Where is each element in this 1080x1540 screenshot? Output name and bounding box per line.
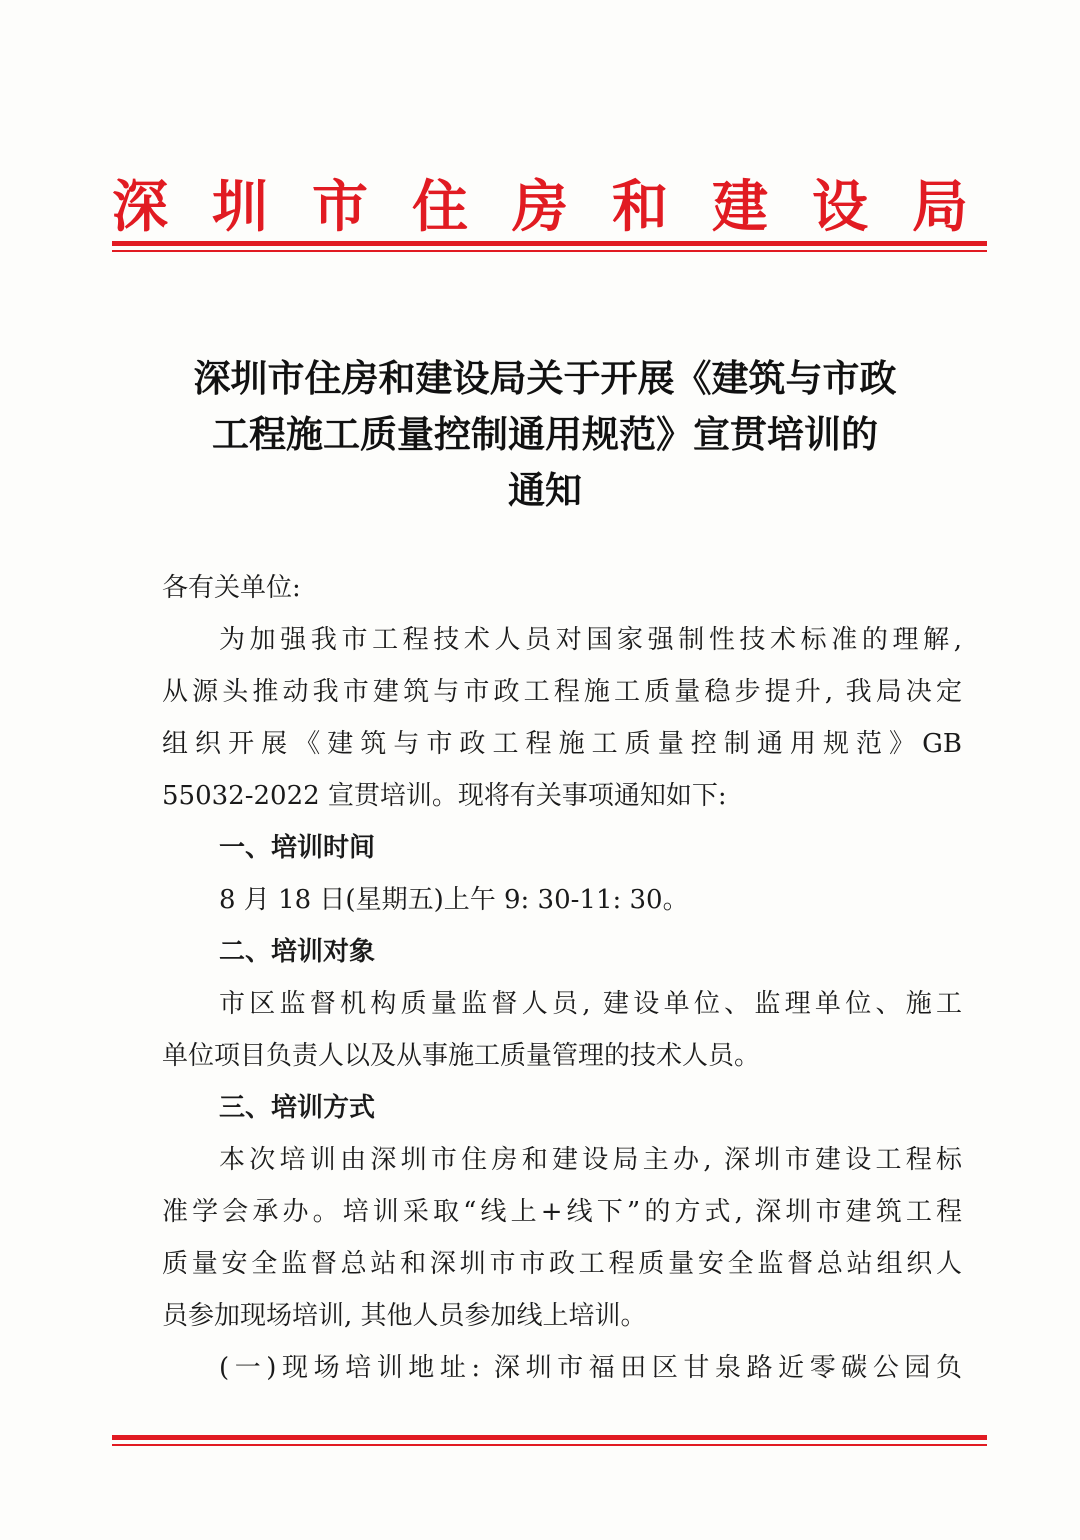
paragraph-line: 本次培训由深圳市住房和建设局主办, 深圳市建设工程标	[219, 1145, 962, 1175]
issuing-organization-header	[112, 168, 968, 238]
document-body	[162, 614, 962, 1394]
title-line: 通知	[508, 468, 582, 512]
title-line: 工程施工质量控制通用规范》宣贯培训的	[212, 412, 878, 456]
paragraph-line: 为加强我市工程技术人员对国家强制性技术标准的理解,	[219, 625, 962, 655]
section-heading: 二、培训对象	[219, 937, 376, 967]
title-line: 深圳市住房和建设局关于开展《建筑与市政	[193, 356, 897, 400]
document-title	[150, 350, 940, 518]
paragraph-line: 从源头推动我市建筑与市政工程施工质量稳步提升, 我局决定	[162, 677, 962, 707]
footer-divider-thin	[112, 1444, 987, 1446]
org-char: 圳	[212, 174, 268, 240]
salutation: 各有关单位:	[162, 573, 301, 603]
org-char: 市	[312, 174, 368, 240]
section-heading: 一、培训时间	[219, 833, 376, 863]
section-heading: 三、培训方式	[219, 1093, 376, 1123]
org-char: 住	[412, 174, 468, 240]
org-char: 房	[512, 174, 568, 240]
header-divider-thin	[112, 250, 987, 252]
paragraph-line: 单位项目负责人以及从事施工质量管理的技术人员。	[162, 1041, 761, 1071]
footer-divider-thick	[112, 1435, 987, 1440]
header-divider-thick	[112, 241, 987, 246]
paragraph-line: 市区监督机构质量监督人员, 建设单位、监理单位、施工	[219, 989, 962, 1019]
org-char: 深	[112, 174, 168, 240]
org-char: 设	[812, 174, 868, 240]
paragraph-line: 8 月 18 日(星期五)上午 9: 30-11: 30。	[219, 885, 689, 915]
org-char: 和	[612, 174, 668, 240]
paragraph-line: 55032-2022 宣贯培训。现将有关事项通知如下:	[162, 781, 727, 811]
org-char: 建	[712, 174, 768, 240]
paragraph-line: 质量安全监督总站和深圳市市政工程质量安全监督总站组织人	[162, 1249, 962, 1279]
paragraph-line: 员参加现场培训, 其他人员参加线上培训。	[162, 1301, 647, 1331]
paragraph-line: 组织开展《建筑与市政工程施工质量控制通用规范》GB	[162, 729, 962, 759]
paragraph-line: (一)现场培训地址: 深圳市福田区甘泉路近零碳公园负	[219, 1353, 962, 1383]
org-char: 局	[912, 174, 968, 240]
paragraph-line: 准学会承办。培训采取“线上+线下”的方式, 深圳市建筑工程	[162, 1197, 962, 1227]
